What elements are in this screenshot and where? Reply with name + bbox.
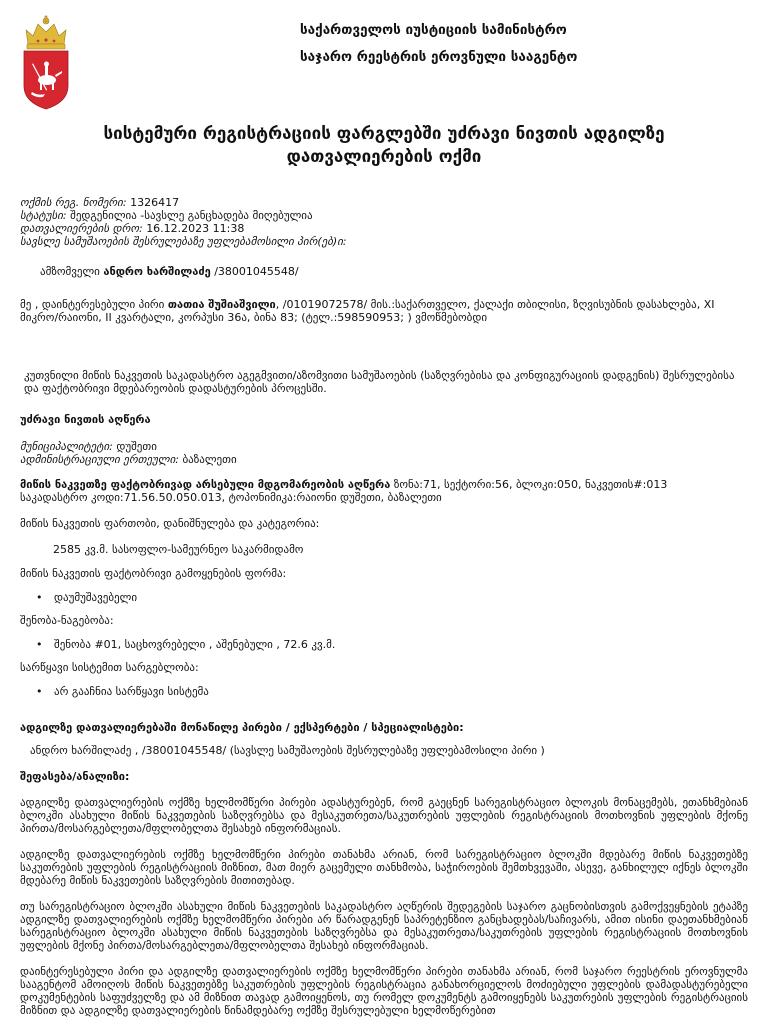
analysis-heading: შეფასება/ანალიზი:	[20, 770, 130, 783]
parcel-state-heading: მიწის ნაკვეთზე ფაქტობრივად არსებული მდგომარეობის აღწერა	[20, 478, 391, 491]
analysis-paragraph-2: ადგილზე დათვალიერების ოქმზე ხელმომწერი პირები თანახმა არიან, რომ სარეგისტრაციო ბლოკში მდებარე მიწის ნაკვეთებზე საკუთრების უფლების რეგისტრაციის მიზნით, მათ მიერ გაცემული თანხმობა, საჭიროების შემთხვევაში, ასევე, განხილულ იქნეს ბლოკში მდებარე მიწის ნაკვეთების საზღვრების მითითებად.	[20, 848, 748, 887]
status-row	[20, 209, 748, 222]
measurer-row	[40, 265, 299, 278]
coat-of-arms-icon	[18, 14, 74, 110]
property-location	[20, 440, 748, 466]
cadastral-code-row: საკადასტრო კოდი:71.56.50.050.013, ტოპონიმიკა:რაიონი დუშეთი, ბაზალეთი	[20, 491, 442, 504]
analysis-paragraph-1: ადგილზე დათვალიერების ოქმზე ხელმომწერი პირები ადასტურებენ, რომ გაეცნენ სარეგისტრაციო ბლოკის მონაცემებს, ეთანხმებიან ბლოკში ასახული მიწის ნაკვეთების საზღვრებსა და მესაკუთრეთა/საკუთრების უფლების რეგისტრაციის მოთხოვნის უფლების მქონე პირთა/მოსარგებლეთა/მფლობელთა შესახებ ინფორმაციას.	[20, 796, 748, 835]
participant-prefix: მე , დაინტერესებული პირი	[20, 298, 165, 311]
participants-heading: ადგილზე დათვალიერებაში მონაწილე პირები / ექსპერტები / სპეციალისტები:	[20, 721, 464, 734]
admin-unit-row	[20, 453, 748, 466]
inspection-date-value: 16.12.2023 11:38	[146, 222, 245, 235]
inspection-date-row	[20, 222, 748, 235]
agency-name: საჯარო რეესტრის ეროვნული სააგენტო	[300, 49, 578, 65]
authorized-person-label: სავსლე სამუშაოების შესრულებაზე უფლებამოსილი პირ(ებ)ი:	[20, 235, 347, 248]
municipality-label: მუნიციპალიტეტი:	[20, 440, 113, 453]
measurer-id: /38001045548/	[214, 265, 299, 278]
document-title	[0, 123, 768, 169]
title-line-1: სისტემური რეგისტრაციის ფარგლებში უძრავი ნივთის ადგილზე	[103, 124, 665, 144]
participant-name: თათია შუშიაშვილი	[167, 298, 276, 311]
list-item: • შენობა #01, საცხოვრებელი , აშენებული , 72.6 კვ.მ.	[36, 638, 736, 651]
reg-number-value: 1326417	[130, 196, 180, 209]
title-line-2: დათვალიერების ოქმი	[286, 147, 482, 167]
parcel-usage-label: მიწის ნაკვეთის ფაქტობრივი გამოყენების ფორმა:	[20, 567, 287, 580]
measurer-name: ანდრო ხარშილაძე	[103, 265, 211, 278]
status-value: შედგენილია -სავსლე განცხადება მიღებულია	[70, 209, 313, 222]
parcel-state	[20, 478, 748, 504]
list-item: • დაუმუშავებელი	[36, 591, 736, 604]
reg-number-row	[20, 196, 748, 209]
status-label: სტატუსი:	[20, 209, 67, 222]
analysis-paragraph-3: თუ სარეგისტრაციო ბლოკში ასახული მიწის ნაკვეთების საკადასტრო აღწერის შედეგების საჯარო გაცნობისთვის გამოქვეყნების ეტაპზე ადგილზე დათვალიერების ოქმზე ხელმომწერი პირები არ წარადგენენ საპრეტენზიო განცხადებას/საჩივარს, ამით ისინი დაეთანხმებიან სარეგისტრაციო ბლოკში ასახული მიწის ნაკვეთების საზღვრებსა და მესაკუთრეთა/საკუთრების უფლების რეგისტრაციის მოთხოვნის უფლების მქონე პირთა/მოსარგებლეთა/მფლობელთა შესახებ ინფორმაციას.	[20, 900, 748, 952]
list-item: • არ გააჩნია სარწყავი სისტემა	[36, 685, 736, 698]
parcel-state-line-1	[20, 478, 748, 491]
buildings-list	[36, 638, 736, 651]
parcel-area-label: მიწის ნაკვეთის ფართობი, დანიშნულება და კატეგორია:	[20, 517, 320, 530]
participants-text: ანდრო ხარშილაძე , /38001045548/ (სავსლე სამუშაოების შესრულებაზე უფლებამოსილი პირი )	[30, 744, 545, 757]
analysis-paragraph-4: დაინტერესებული პირი და ადგილზე დათვალიერების ოქმზე ხელმომწერი პირები თანახმა არიან, რომ საჯარო რეესტრის ეროვნულმა სააგენტომ ამოიღოს მიწის ნაკვეთებზე საკუთრების უფლების რეგისტრაცია განახორციელოს მოძიებული უფლების დამადასტურებელი დოკუმენტების საფუძველზე და ამ მიზნით თავად გამოიყენოს, თუ რომელ დოკუმენტს გამოიყენებს საკუთრების უფლების რეგისტრაციის მიზნით და ადგილზე დათვალიერების წინამდებარე ოქმზე შესრულებული ხელმოწერებით	[20, 965, 748, 1017]
irrigation-label: სარწყავი სისტემით სარგებლობა:	[20, 661, 199, 674]
inspection-date-label: დათვალიერების დრო:	[20, 222, 143, 235]
participant-details: , /01019072578/ მის.:საქართველო, ქალაქი თბილისი, ზღვისუბნის დასახლება, XI მიკრო/რაიონი, II კვარტალი, კორპუსი 36ა, ბინა 83; (ტელ.:598590953; ) ვმოწმებობდი	[20, 298, 715, 324]
parcel-usage-list	[36, 591, 736, 604]
buildings-label: შენობა-ნაგებობა:	[20, 614, 114, 627]
parcel-zone-details: ზონა:71, სექტორი:56, ბლოკი:050, ნაკვეთის#:013	[393, 478, 668, 491]
interested-party-paragraph	[20, 298, 748, 324]
municipality-value: დუშეთი	[116, 440, 157, 453]
measurer-prefix: ამზომველი	[40, 265, 100, 278]
parcel-area-value: 2585 კვ.მ. სასოფლო-სამეურნეო საკარმიდამო	[53, 543, 304, 556]
ministry-name: საქართველოს იუსტიციის სამინისტრო	[300, 22, 567, 38]
protocol-meta	[20, 196, 748, 248]
admin-unit-value: ბაზალეთი	[182, 453, 237, 466]
property-heading: უძრავი ნივთის აღწერა	[20, 413, 151, 426]
municipality-row	[20, 440, 748, 453]
reg-number-label: ოქმის რეგ. ნომერი:	[20, 196, 127, 209]
irrigation-list	[36, 685, 736, 698]
admin-unit-label: ადმინისტრაციული ერთეული:	[20, 453, 179, 466]
consent-paragraph: კუთვნილი მიწის ნაკვეთის საკადასტრო აგეგმვითი/აზომვითი სამუშაოების (საზღვრებისა და კონფიგურაციის დადგენის) შესრულებისა და ფაქტობრივი მდებარეობის დადასტურების პროცესში.	[24, 369, 735, 395]
